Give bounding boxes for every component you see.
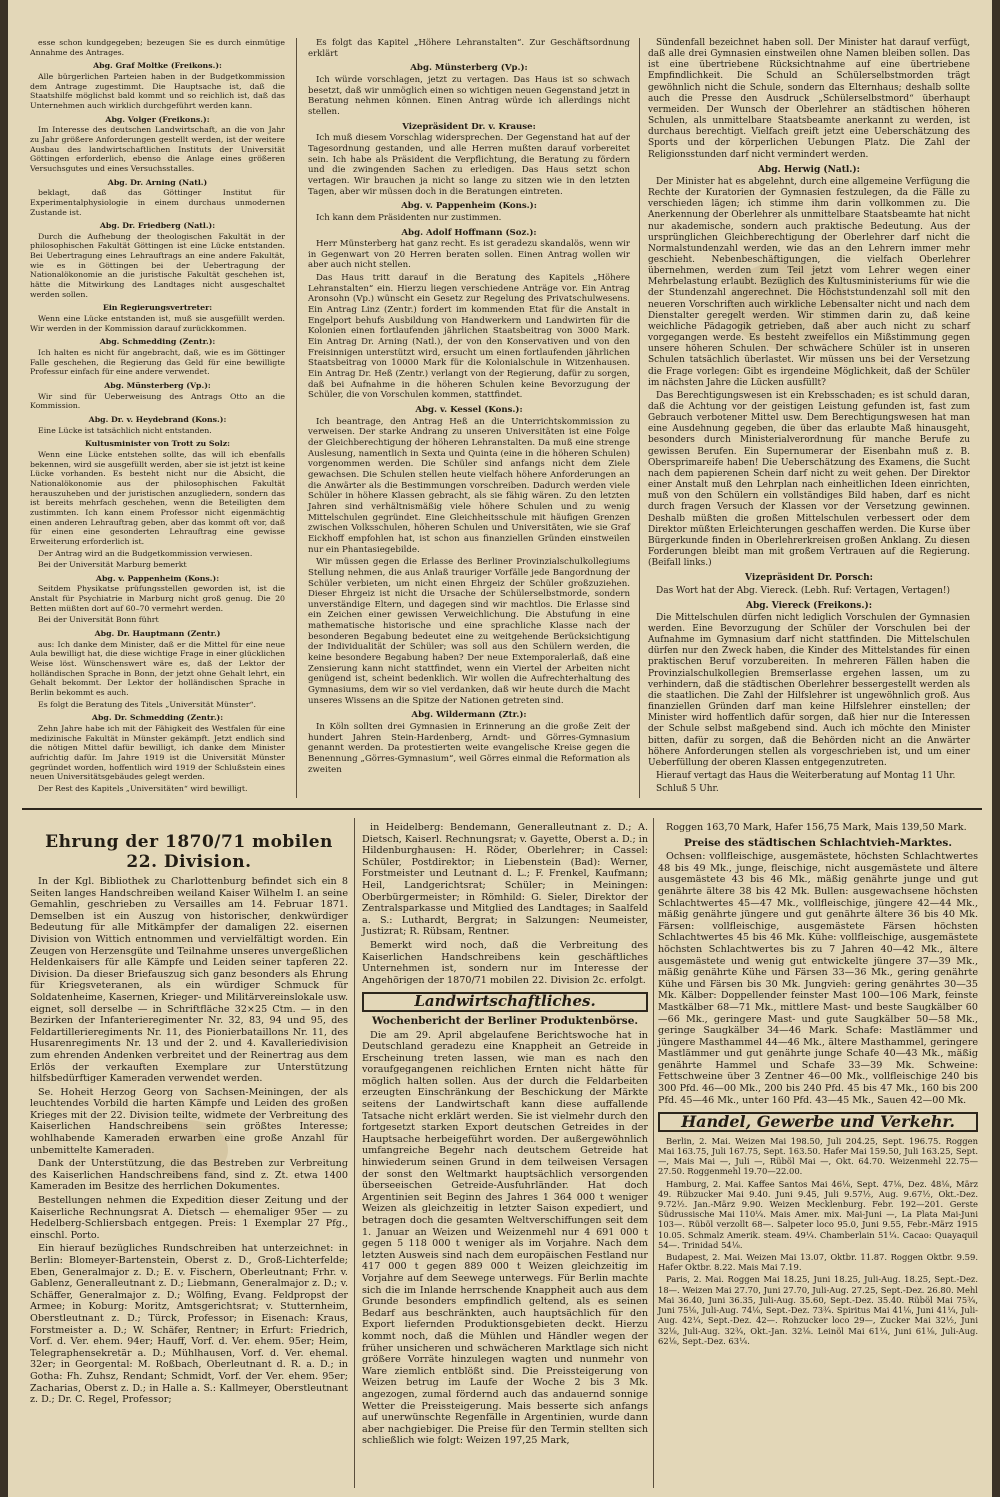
paragraph: Der Antrag wird an die Budgetkommission verwiesen.	[38, 548, 253, 558]
speaker-name: Abg. Dr. Hauptmann (Zentr.)	[94, 629, 221, 639]
paragraph: Das Wort hat der Abg. Viereck. (Lebh. Ruf: Vertagen, Vertagen!)	[656, 585, 950, 596]
landwirtschaft-heading: Landwirtschaftliches.	[362, 992, 648, 1012]
paragraph: Schluß 5 Uhr.	[656, 784, 719, 795]
paragraph: Dank der Unterstützung, die das Bestreben zur Verbreitung des Kaiserlichen Handschreibens fand, sind z. Zt. etwa 1400 Kameraden im Besitze des herrlichen Dokumentes.	[30, 1158, 348, 1193]
paragraph: Eine Lücke ist tatsächlich nicht entstanden.	[38, 425, 212, 435]
paragraph: Seitdem Physikatse prüfungsstellen geworden ist, ist die Anstalt für Psychiatrie in Marburg nicht groß genug. Die 20 Betten müßten dort auf 60–70 vermehrt werden.	[30, 584, 285, 613]
paragraph: Se. Hoheit Herzog Georg von Sachsen-Meiningen, der als leuchtendes Vorbild die harten Kämpfe und Leiden des großen Krieges mit der 22. Division teilte, widmete der Verbreitung des Kaiserlichen Handschreibens sein größtes Interesse; wohlhabende Kameraden erwarben eine große Anzahl für unbemittelte Kameraden.	[30, 1086, 348, 1156]
paragraph: Bemerkt wird noch, daß die Verbreitung des Kaiserlichen Handschreibens kein geschäftliches Unternehmen ist, sondern nur im Interesse der Angehörigen der 1870/71 mobilen 22. Division 2c. erfolgt.	[362, 939, 648, 986]
paragraph: Die am 29. April abgelaufene Berichtswoche hat in Deutschland geradezu eine Knappheit an Getreide in Erscheinung treten lassen, wie man es nach den voraufgegangenen reichlichen Ernten nicht hätte für möglich halten sollen. Aus der durch die Feldarbeiten erzeugten Einschränkung der Beschickung der Märkte seitens der Landwirtschaft kann diese auffallende Tatsache nicht erklärt werden. Sie ist vielmehr durch den fortgesetzt starken Export deutschen Getreides in der Hauptsache herbeigeführt worden. Der außergewöhnlich umfangreiche Begehr nach deutschem Getreide hat hinwiederum seinen Grund in dem teilweisen Versagen der sonst den Weltmarkt hauptsächlich versorgenden überseeischen Getreide-Ausfuhrländer. Hat doch Argentinien seit Beginn des Jahres 1 364 000 t weniger Weizen als gleichzeitig in letzter Saison expediert, und betragen doch die gesamten Weltverschiffungen seit dem 1. Januar an Weizen und Weizenmehl nur 4 691 000 t gegen 5 118 000 t weniger als im Vorjahre. Nach dem letzten Ausweis sind nach dem europäischen Festland nur 417 000 t gegen 889 000 t Weizen gleichzeitig im Vorjahre auf dem Seewege unterwegs. Für Berlin machte sich die im Inlande herrschende Knappheit auch aus dem Grunde besonders empfindlich geltend, als es seinen Bedarf aus beschränkten, auch hauptsächlich für den Export liefernden Produktionsgebieten deckt. Hierzu kommt noch, daß die Mühlen und Händler wegen der früher unsicheren und schwächeren Marktlage sich nicht größere Vorräte hinzulegen wagten und nunmehr von Ware ziemlich entblößt sind. Die Preissteigerung von Weizen betrug im Laufe der Woche 2 bis 3 Mk. angezogen, zumal fördernd auch das andauernd sonnige Wetter die Preissteigerung. Mais besserte sich anfangs auf unerwünschte Regenfälle in Argentinien, wurde dann aber nachgiebiger. Die Preise für den Termin stellten sich schließlich wie folgt: Weizen 197,25 Mark,	[362, 1029, 648, 1447]
paragraph: Hamburg, 2. Mai. Kaffee Santos Mai 46⅛, Sept. 47⅛, Dez. 48⅛, März 49. Rübzucker Mai 9.40. Juni 9.45, Juli 9.57½, Aug. 9.67½, Okt.-Dez. 9.72½. Jan.-März 9.90. Weizen Mecklenburg. Febr. 192—201. Gerste Südrussische Mai 110¼. Mais Amer. mix. Mai-Juni —, La Plata Mai-Juni 103—. Rüböl verzollt 68—. Salpeter loco 95.0, Juni 9.55, Febr.-März 1915 10.05. Schmalz Amerik. steam. 49¼. Chamberlain 51¼. Cacao: Quayaquil 54—. Trinidad 54⅛.	[658, 1178, 978, 1250]
paragraph: in Heidelberg: Bendemann, Generalleutnant z. D.; A. Dietsch, Kaiserl. Rechnungsrat; v. Gayette, Oberst a. D.; in Hildenburghausen: H. Röder, Oberlehrer; in Cassel: Schüler, Postdirektor; in Liebenstein (Bad): Werner, Forstmeister und Leutnant d. L.; F. Frenkel, Kaufmann; Heil, Landgerichtsrat; Schüler; in Meiningen: Oberbürgermeister; in Römhild: G. Sieler, Direktor der Zentralsparkasse und Mitglied des Landtages; in Saalfeld a. S.: Luthardt, Bergrat; in Salzungen: Neumeister, Justizrat; R. Rübsam, Rentner.	[362, 822, 648, 938]
speaker-name: Abg. Münsterberg (Vp.):	[104, 381, 211, 390]
market-column	[658, 822, 978, 1348]
speaker-name: Vizepräsident Dr. Porsch:	[745, 573, 873, 584]
speaker-name: Abg. Dr. v. Heydebrand (Kons.):	[88, 414, 227, 424]
speaker-name: Abg. Dr. Friedberg (Natl.):	[99, 221, 216, 231]
paragraph: Die Mittelschulen dürfen nicht lediglich Vorschulen der Gymnasien werden. Eine Bevorzugung der Schüler der Vorschulen bei der Aufnahme im Gymnasium darf nicht stattfinden. Die Mittelschulen dürfen nur den Zweck haben, die Kinder des Mittelstandes für einen praktischen Beruf vorzubereiten. In mehreren Fällen haben die Provinzialschulkollegien Bremserlasse ergehen lassen, um zu verhindern, daß die städtischen Oberlehrer bessergestellt werden als die staatlichen. Die Zahl der Hilfslehrer ist ungewöhnlich groß. Aus finanziellen Gründen darf man keine Hilfslehrer einstellen; der Minister wird hoffentlich dafür sorgen, daß hier nur die Interessen der Schule selbst maßgebend sind. Auch ich möchte den Minister bitten, dafür zu sorgen, daß die Behörden nicht an die Anwärter höhere Anforderungen stellen als vorgeschrieben ist, und um einer Ueberfüllung der oberen Klassen entgegenzutreten.	[648, 612, 970, 768]
column-rule	[296, 38, 297, 798]
speaker-name: Abg. v. Kessel (Kons.):	[415, 405, 523, 415]
page-edge-right	[992, 0, 1000, 1497]
paragraph: Der Minister hat es abgelehnt, durch eine allgemeine Verfügung die Rechte der Kuratorien der Gymnasien festzulegen, da die Fälle zu verschieden lägen; ich stimme ihm darin vollkommen zu. Die Anerkennung der Oberlehrer als unmittelbare Staatsbeamte hat nicht nur akademische, sondern auch praktische Bedeutung. Aus der ursprünglichen Gleichberechtigung der Oberlehrer darf nicht die Normalstundenzahl werden, wie das an den Lehrern immer mehr geschieht. Nebenbeschäftigungen, die vielfach Oberlehrer übernehmen, werden zum Teil jetzt vom Lehrer wegen einer Mehrbelastung erlaubt. Bezüglich des Kultusministeriums für wie die der Stundenzahl angerechnet. Die Höchststundenzahl soll mit den neueren Vorschriften auch wirkliche Lebensalter nicht und nach dem Dienstalter geregelt werden. Wir stimmen darin zu, daß keine weichliche Pädagogik getrieben, daß aber auch nicht zu scharf vorgegangen werde. Es besteht zweifellos ein Mißstimmung gegen unsere höheren Schulen. Der schwächere Schüler ist in unseren Schulen tatsächlich überlastet. Wir müssen uns bei der Versetzung die Frage vorlegen: Gibt es irgendeine Möglichkeit, daß der Schüler im nächsten Jahre die Lücken ausfüllt?	[648, 176, 970, 388]
schlachtvieh-prices: Ochsen: vollfleischige, ausgemästete, höchsten Schlachtwertes 48 bis 49 Mk., junge, fleischige, nicht ausgemästete und ältere ausgemästete 43 bis 46 Mk., mäßig genährte junge und gut genährte ältere 38 bis 42 Mk. Bullen: ausgewachsene höchsten Schlachtwertes 45—47 Mk., vollfleischige, jüngere 42—44 Mk., mäßig genährte jüngere und gut genährte ältere 36 bis 40 Mk. Färsen: vollfleischige, ausgemästete Färsen höchsten Schlachtwertes 45 bis 46 Mk. Kühe: vollfleischige, ausgemästete höchsten Schlachtwertes bis zu 7 Jahren 40—42 Mk., ältere ausgemästete und wenig gut entwickelte jüngere 37—39 Mk., mäßig genährte Kühe und Färsen 33—36 Mk., gering genährte Kühe und Färsen bis 30 Mk. Jungvieh: gering genährtes 30—35 Mk. Kälber: Doppellender feinster Mast 100—106 Mark, feinste Mastkälber 68—71 Mk., mittlere Mast- und beste Saugkälber 60—66 Mk., geringere Mast- und gute Saugkälber 50—58 Mk., geringe Saugkälber 34—46 Mark. Schafe: Mastlämmer und jüngere Masthammel 44—46 Mk., ältere Masthammel, geringere Mastlämmer und gut genährte junge Schafe 40—43 Mk., mäßig genährte Hammel und Schafe 33—39 Mk. Schweine: Fettschweine über 3 Zentner 46—00 Mk., vollfleischige 240 bis 300 Pfd. 46—00 Mk., 200 bis 240 Pfd. 45 bis 47 Mk., 160 bis 200 Pfd. 45—46 Mk., unter 160 Pfd. 43—45 Mk., Sauen 42—00 Mk.	[658, 851, 978, 1106]
speaker-name: Abg. v. Pappenheim (Kons.):	[95, 573, 220, 583]
ehrung-body	[30, 876, 348, 1406]
paragraph: Wir sind für Ueberweisung des Antrags Otto an die Kommission.	[30, 391, 285, 411]
schlachtvieh-heading: Preise des städtischen Schlachtvieh-Marktes.	[684, 836, 952, 849]
paragraph: Wir müssen gegen die Erlasse des Berliner Provinzialschulkollegiums Stellung nehmen, die aus Anlaß trauriger Vorfälle jede Bangordnung der Schüler verbieten, um nicht einen Ehrgeiz der Schüler großzuziehen. Dieser Ehrgeiz ist nicht die Ursache der Schülerselbstmorde, sondern unverständige Eltern, und dagegen sind wir machtlos. Die Erlasse sind ein Zeichen einer gewissen Verweichlichung. Die Abstufung in eine mathematische historische und eine sprachliche Klasse nach der besonderen Begabung bedeutet eine zu weitgehende Berücksichtigung der Individualität der Schüler; was soll aus den Schülern werden, die keine besondere Begabung haben? Der neue Extemporalerlaß, daß eine Zensierung kann nicht stattfindet, wenn ein Viertel der Arbeiten nicht genügend ist, scheint bedenklich. Wir wollen die Aufrechterhaltung des Gymnasiums, dem wir so viel verdanken, daß wir heute durch die Macht unseres Wissens an die Spitze der Nationen getreten sind.	[308, 557, 630, 706]
column-rule	[653, 818, 654, 1488]
section-divider	[22, 808, 982, 810]
paragraph: aus: Ich danke dem Minister, daß er die Mittel für eine neue Aula bewilligt hat, die diese wichtige Frage in einer glücklichen Weise löst. Wünschenswert wäre es, daß der Lektor der holländischen Sprache in Bonn, der jetzt ohne Gehalt lehrt, ein Gehalt bekommt. Der Lektor der holländischen Sprache in Berlin bekommt es auch.	[30, 639, 285, 698]
paragraph: In der Kgl. Bibliothek zu Charlottenburg befindet sich ein 8 Seiten langes Handschreiben weiland Kaiser Wilhelm I. an seine Gemahlin, geschrieben zu Versailles am 14. Februar 1871. Demselben ist ein Auszug von historischer, denkwürdiger Bedeutung für alle Mitkämpfer der damaligen 22. eisernen Division von Wittich entnommen und vervielfältigt worden. Ein Zeugen von Herzensgüte und Teilnahme unseres unvergeßlichen Heldenkaisers für alle Kämpfe und Leiden seiner tapferen 22. Division. Da dieser Briefauszug sich ganz besonders als Ehrung für Kriegsveteranen, als ein würdiger Schmuck für Soldatenheime, Kasernen, Krieger- und Militärvereinslokale usw. eignet, soll derselbe — in Schriftfläche 32×25 Ctm. — in den Bezirken der Infanterieregimenter Nr. 32, 83, 94 und 95, des Feldartillerieregiments Nr. 11, des Pionierbataillons Nr. 11, des Husarenregiments Nr. 13 und der 2. und 4. Kavalleriedivision zum ehrenden Andenken verbreitet und der Reinertrag aus dem Erlös der verkauften Exemplare zur Unterstützung hilfsbedürftiger Kameraden verwendet werden.	[30, 876, 348, 1085]
paragraph: Das Haus tritt darauf in die Beratung des Kapitels „Höhere Lehranstalten“ ein. Hierzu liegen verschiedene Anträge vor. Ein Antrag Aronsohn (Vp.) wünscht ein Gesetz zur Regelung des Privatschulwesens. Ein Antrag Linz (Zentr.) fordert im kommenden Etat für die Anstalt in Engelport behufs Ausbildung von Handwerkern und Landwirten für die Kolonien einen fortlaufenden jährlichen Staatsbeitrag von 3000 Mark. Ein Antrag Dr. Arning (Natl.), der von den Konservativen und von den Freisinnigen unterstützt wird, ersucht um einen fortlaufenden jährlichen Staatsbeitrag von 10000 Mark für die Kolonialschule in Witzenhausen. Ein Antrag Dr. Heß (Zentr.) verlangt von der Regierung, dafür zu sorgen, daß bei Aufnahme in die höheren Schulen keine Bevorzugung der Schüler, die von Vorschulen kommen, stattfindet.	[308, 273, 630, 401]
speaker-name: Abg. Volger (Freikons.):	[105, 114, 210, 124]
paragraph: Durch die Aufhebung der theologischen Fakultät in der philosophischen Fakultät Göttingen ist eine Lücke entstanden. Bei Uebertragung eines Lehrauftrags an eine andere Fakultät, wie es in Göttingen bei der Uebertragung der Nationalökonomie an die juristische Fakultät geschehen ist, hätte die Mitwirkung des Landtages nicht ausgeschaltet werden sollen.	[30, 231, 285, 299]
paragraph: Ich beantrage, den Antrag Heß an die Unterrichtskommission zu verweisen. Der starke Andrang zu unseren Universitäten ist eine Folge der Gleichberechtigung der höheren Lehranstalten. Da muß eine strenge Auslesung, namentlich in Sexta und Quinta (eine in die höheren Schulen) vorgenommen werden. Die Schüler sind anfangs nicht dem Ziele gewachsen. Die Schulen stellen heute vielfach höhere Anforderungen an die Anwärter als die Bestimmungen vorschreiben. Dadurch werden viele Schüler in höhere Klassen gebracht, als sie fähig wären. Zu den letzten Jahren sind verhältnismäßig viele höhere Schulen und zu wenig Mittelschulen gegründet. Eine Gleichheitsschule mit häufigen Grenzen zwischen Volksschulen, höheren Schulen und Universitäten, wie sie Graf Eickhoff empfohlen hat, ist schon aus finanziellen Gründen einstweilen nur ein Phantasiegebilde.	[308, 416, 630, 555]
speaker-name: Kultusminister von Trott zu Solz:	[85, 439, 230, 449]
middle-column	[362, 822, 648, 1449]
paragraph: Bei der Universität Marburg bemerkt	[38, 560, 187, 570]
column-rule	[639, 38, 640, 798]
paragraph: Berlin, 2. Mai. Weizen Mai 198.50, Juli 204.25, Sept. 196.75. Roggen Mai 163.75, Juli 167.75, Sept. 163.50. Hafer Mai 159.50, Juli 163.25, Sept. —, Mais Mai —, Juli —, Rüböl Mai —, Okt. 64.70. Weizenmehl 22.75—27.50. Roggenmehl 19.70—22.00.	[658, 1135, 978, 1177]
ehrung-continued	[362, 822, 648, 986]
report-column-1	[30, 38, 285, 796]
paragraph: Ich kann dem Präsidenten nur zustimmen.	[316, 212, 502, 223]
paragraph: Sündenfall bezeichnet haben soll. Der Minister hat darauf verfügt, daß alle drei Gymnasien einstweilen ohne Namen bleiben sollen. Das ist eine übertriebene Rücksichtnahme auf eine übertriebene Empfindlichkeit. Die Schuld an Schülerselbstmorden trägt gewöhnlich nicht die Schule, sondern das Elternhaus; deshalb sollte auch die Presse den Ausdruck „Schülerselbstmord“ überhaupt vermeiden. Der Wunsch der Oberlehrer an städtischen höheren Schulen, als unmittelbare Staatsbeamte anerkannt zu werden, ist durchaus berechtigt. Vielfach greift jetzt eine Ueberschätzung des Sports und der körperlichen Uebungen Platz. Die Zahl der Religionsstunden darf nicht vermindert werden.	[648, 38, 970, 160]
paragraph: Ich halten es nicht für angebracht, daß, wie es im Göttinger Falle geschehen, die Regierung das Geld für eine bewilligte Professur einfach für eine andere verwendet.	[30, 348, 285, 377]
paragraph: Bestellungen nehmen die Expedition dieser Zeitung und der Kaiserliche Rechnungsrat A. Dietsch — ehemaliger 95er — zu Hedelberg-Schliersbach entgegen. Preis: 1 Exemplar 27 Pfg., einschl. Porto.	[30, 1195, 348, 1241]
speaker-name: Abg. Adolf Hoffmann (Soz.):	[401, 227, 537, 238]
produktenboerse-body	[362, 1030, 648, 1447]
paragraph: Ich muß diesem Vorschlag widersprechen. Der Gegenstand hat auf der Tagesordnung gestanden, und alle Herren mußten darauf vorbereitet sein. Ich habe als Präsident die Verpflichtung, die Beratung zu fördern und die zwingenden Sachen zu erledigen. Das Haus setzt schon vertagen. Wir brauchen ja nicht so lange zu sitzen wie in den letzten Tagen, aber wir müssen doch in die Beratungen eintreten.	[308, 133, 630, 197]
paragraph: Es folgt die Beratung des Titels „Universität Münster“.	[38, 699, 257, 709]
speaker-name: Ein Regierungsvertreter:	[102, 303, 213, 313]
handel-heading: Handel, Gewerbe und Verkehr.	[658, 1112, 978, 1132]
ehrung-article	[30, 832, 348, 1408]
paragraph: Alle bürgerlichen Parteien haben in der Budgetkommission dem Antrage zugestimmt. Die Hauptsache ist, daß die Staatshilfe möglichst bald kommt und so reichlich ist, daß das Unternehmen auch wirklich durchgeführt werden kann.	[30, 71, 285, 110]
speaker-name: Abg. Herwig (Natl.):	[757, 164, 860, 175]
paragraph: Ein hierauf bezügliches Rundschreiben hat unterzeichnet: in Berlin: Blomeyer-Bartenstein, Oberst z. D., Groß-Lichterfelde; Eben, Generalmajor z. D.; E. v. Fischern, Oberleutnant; Frhr. v. Gablenz, Generalleutnant z. D.; Liebmann, Generalmajor z. D.; v. Schäffer, Generalmajor z. D.; Wölfing, Evang. Feldpropst der Armee; in Koburg: Moritz, Amtsgerichtsrat; v. Stutternheim, Oberstleutnant z. D.; Türck, Professor; in Eisenach: Kraus, Forstmeister a. D.; W. Schäfer, Rentner; in Erfurt: Friedrich, Vorf. d. Ver. ehem. 94er; Hauff, Vorf. d. Ver. ehem. 95er; Heim, Telegraphensekretär a. D.; Mühlhausen, Vorf. d. Ver. ehemal. 32er; in Georgental: M. Roßbach, Oberleutnant d. R. a. D.; in Gotha: Fh. Zuhsz, Rendant; Schmidt, Vorf. der Ver. ehem. 95er; Zacharias, Oberst z. D.; in Halle a. S.: Kallmeyer, Oberstleutnant z. D.; Dr. C. Regel, Professor;	[30, 1243, 348, 1406]
paragraph: Das Berechtigungswesen ist ein Krebsschaden; es ist schuld daran, daß die Achtung vor der geistigen Leistung gefunden ist, fast zum Gebrauch verbotener Mittel usw. Dem Berechtigungswesen hat man eine Ausdehnung gegeben, die über das erlaubte Maß hinausgeht, besonders durch Ministerialverordnung für manche Berufe zu gewissen Berufen. Ein Supernumerar der Eisenbahn muß z. B. Obersprimareife haben! Die Ueberschätzung des Examens, die Sucht nach dem papierenen Schein darf nicht zu weit gehen. Der Direktor einer Anstalt muß den Lehrplan nach einheitlichen Ideen einrichten, muß von den Schülern ein vollständiges Bild haben, darf es nicht durch fragen Versuch der Klassen vor der Versetzung gewinnen. Deshalb müßten die großen Mittelschulen verbessert oder dem Direktor müßten Erleichterungen geschaffen werden. Die Kurse über Bürgerkunde finden in Oberlehrerkreisen großen Anklang. Zu diesen Forderungen bleibt man mit großem Vertrauen auf die Regierung. (Beifall links.)	[648, 390, 970, 569]
column-rule	[354, 818, 355, 1488]
paragraph: Herr Münsterberg hat ganz recht. Es ist geradezu skandalös, wenn wir in Gegenwart von 20 Herren beraten sollen. Einen Antrag wollen wir aber auch nicht stellen.	[308, 239, 630, 271]
paragraph: Im Interesse des deutschen Landwirtschaft, an die von Jahr zu Jahr größere Anforderungen gestellt werden, ist der weitere Ausbau des landwirtschaftlichen Instituts der Universität Göttingen erforderlich, ebenso die Anlage eines größeren Versuchsgutes und eines Versuchsstalles.	[30, 125, 285, 173]
speaker-name: Abg. Viereck (Freikons.):	[745, 600, 873, 611]
speaker-name: Abg. Wildermann (Ztr.):	[411, 710, 527, 721]
speaker-name: Abg. Schmedding (Zentr.):	[99, 337, 216, 347]
paragraph: Bei der Universität Bonn führt	[38, 615, 159, 625]
page-edge-left	[0, 0, 8, 1497]
paragraph: Wenn eine Lücke entstehen sollte, das will ich ebenfalls bekennen, wird sie ausgefüllt werden, aber sie ist jetzt ist keine Lücke vorhanden. Es besteht nicht nur die Absicht, die Nationalökonomie aus der philosophischen Fakultät herauszuheben und der juristischen anzugliedern, sondern das ist bereits mehrfach geschehen, wenn die Beteiligten dem zustimmten. Ich kann einem Professor nicht eigenmächtig einen anderen Lehrauftrag geben, aber das kommt oft vor, daß für einen eine gesonderten Lehrauftrag eine gewisse Erweiterung erforderlich ist.	[30, 449, 285, 546]
ehrung-headline: Ehrung der 1870/71 mobilen 22. Division.	[45, 832, 333, 872]
paragraph: esse schon kundgegeben; bezeugen Sie es durch einmütige Annahme des Antrages.	[30, 38, 285, 57]
newspaper-page	[8, 0, 992, 1497]
handel-quotes	[658, 1136, 978, 1346]
paragraph: In Köln sollten drei Gymnasien in Erinnerung an die große Zeit der hundert Jahren Stein-Hardenberg, Arndt- und Görres-Gymnasium genannt werden. Da protestierten weite evangelische Kreise gegen die Benennung „Görres-Gymnasium“, weil Görres einmal die Reformation als zweiten	[308, 722, 630, 775]
produktenboerse-heading: Wochenbericht der Berliner Produktenbörse.	[371, 1014, 639, 1027]
speaker-name: Abg. Dr. Arning (Natl.)	[107, 177, 208, 187]
paragraph: Der Rest des Kapitels „Universitäten“ wird bewilligt.	[38, 783, 248, 793]
paragraph: Ich würde vorschlagen, jetzt zu vertagen. Das Haus ist so schwach besetzt, daß wir unmöglich einen so wichtigen neuen Gegenstand jetzt in Beratung nehmen können. Einen Antrag würde ich allerdings nicht stellen.	[308, 74, 630, 117]
report-column-2	[308, 38, 630, 777]
paragraph: Wenn eine Lücke entstanden ist, muß sie ausgefüllt werden. Wir werden in der Kommission darauf zurückkommen.	[30, 314, 285, 333]
paragraph: beklagt, daß das Göttinger Institut für Experimentalphysiologie in einem durchaus unmodernen Zustande ist.	[30, 188, 285, 217]
speaker-name: Abg. Graf Moltke (Freikons.):	[93, 61, 222, 71]
speaker-name: Vizepräsident Dr. v. Krause:	[402, 121, 536, 132]
report-column-3	[648, 38, 970, 797]
paragraph: Paris, 2. Mai. Roggen Mai 18.25, Juni 18.25, Juli-Aug. 18.25, Sept.-Dez. 18—. Weizen Mai 27.70, Juni 27.70, Juli-Aug. 27.25, Sept.-Dez. 26.80. Mehl Mai 36.40, Juni 36.35, Juli-Aug. 35.60, Sept.-Dez. 35.40. Rüböl Mai 75¾, Juni 75⅛, Juli-Aug. 74⅛, Sept.-Dez. 73¾. Spiritus Mai 41⅛, Juni 41¼, Juli-Aug. 42¼, Sept.-Dez. 42—. Rohzucker loco 29—, Zucker Mai 32½, Juni 32⅛, Juli-Aug. 32¾, Okt.-Jan. 32⅛. Leinöl Mai 61¼, Juni 61⅛, Juli-Aug. 62⅛, Sept.-Dez. 63¼.	[658, 1274, 978, 1346]
speaker-name: Abg. Dr. Schmedding (Zentr.):	[91, 713, 224, 723]
paragraph: Budapest, 2. Mai. Weizen Mai 13.07, Oktbr. 11.87. Roggen Oktbr. 9.59. Hafer Oktbr. 8.22. Mais Mai 7.19.	[658, 1252, 978, 1273]
paragraph: Zehn Jahre habe ich mit der Fähigkeit des Westfalen für eine medizinische Fakultät in Münster gekämpft. Jetzt endlich sind die nötigen Mittel dafür bewilligt, ich danke dem Minister aufrichtig dafür. Im Jahre 1919 ist die Universität Münster gegründet worden, hoffentlich wird 1919 der Schlußstein eines neuen Universitätsgebäudes gelegt werden.	[30, 724, 285, 782]
speaker-name: Abg. v. Pappenheim (Kons.):	[401, 201, 537, 212]
grain-prices-end: Roggen 163,70 Mark, Hafer 156,75 Mark, Mais 139,50 Mark.	[666, 822, 967, 833]
paragraph: Hierauf vertagt das Haus die Weiterberatung auf Montag 11 Uhr.	[656, 771, 956, 781]
paragraph: Es folgt das Kapitel „Höhere Lehranstalten“. Zur Geschäftsordnung erklärt	[308, 38, 630, 59]
speaker-name: Abg. Münsterberg (Vp.):	[410, 63, 528, 74]
